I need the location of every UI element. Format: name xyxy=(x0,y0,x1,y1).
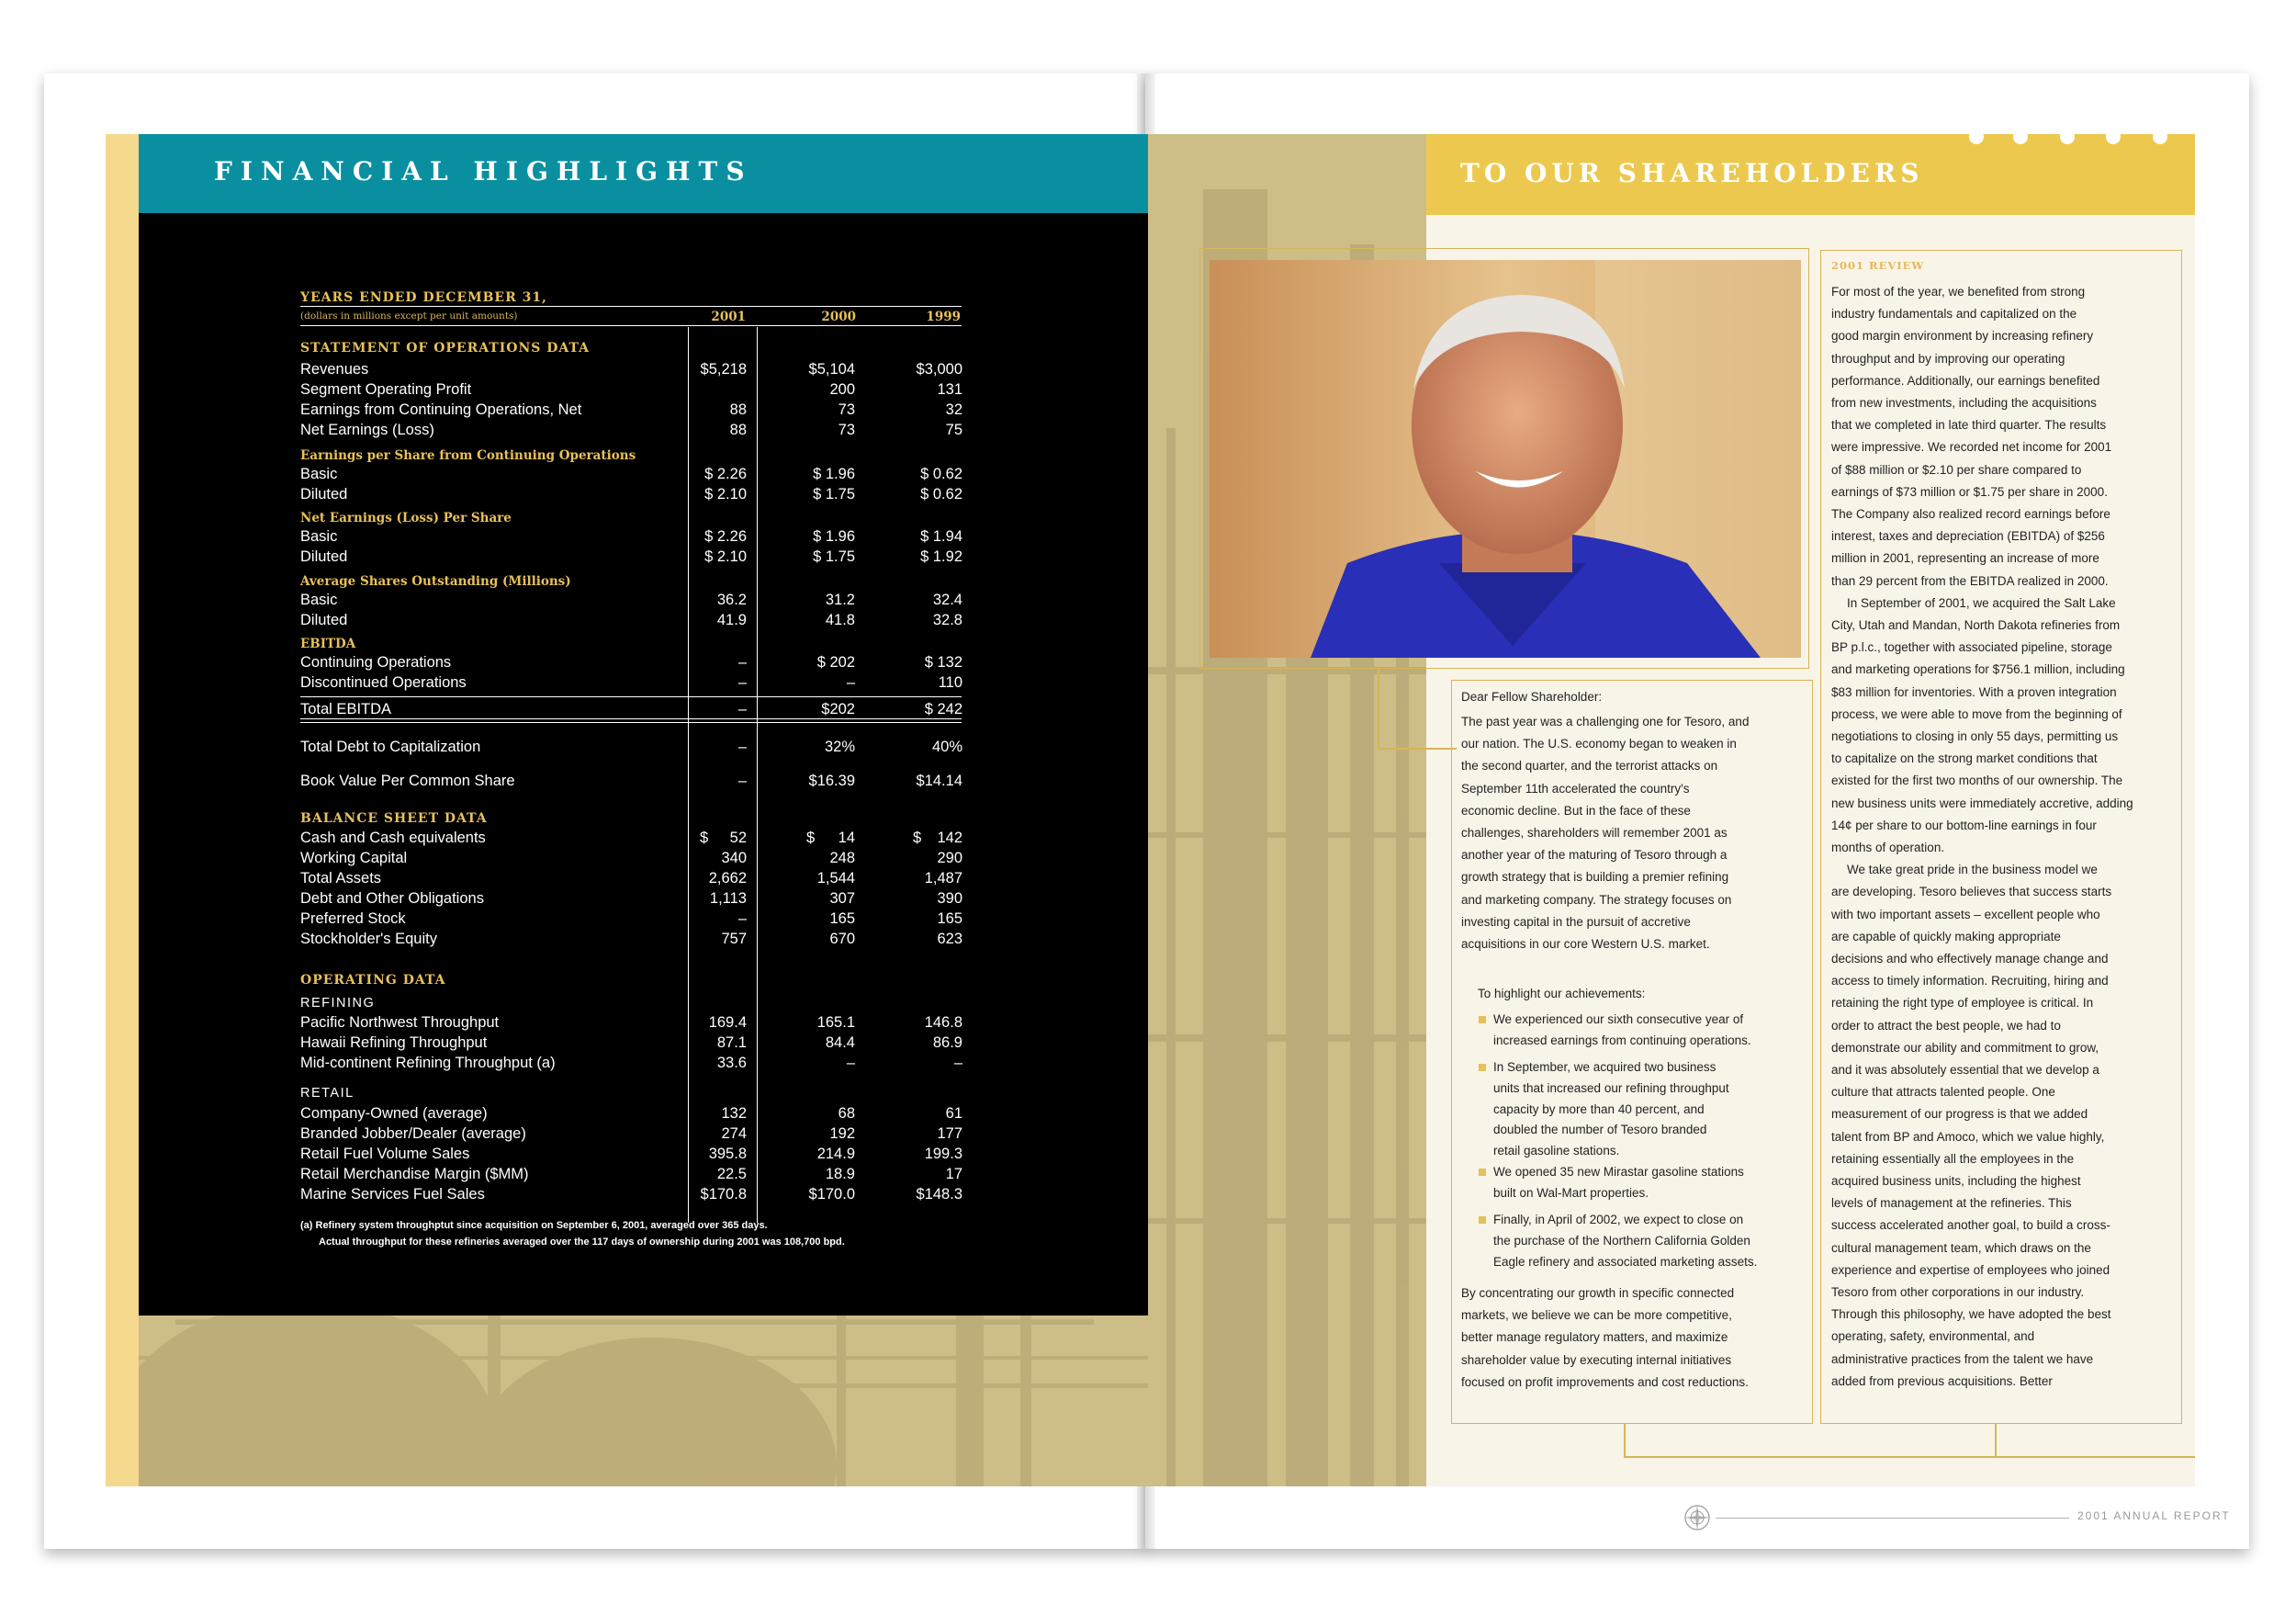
review-line: decisions and who effectively manage change and xyxy=(1831,952,2109,966)
letter-line: another year of the maturing of Tesoro through a xyxy=(1461,848,1728,863)
column-1999: 1999 xyxy=(926,310,961,324)
bullet-icon xyxy=(1479,1064,1486,1071)
review-line: process, we were able to move from the beginning of xyxy=(1831,706,2122,721)
cell-v2000: 14 xyxy=(838,830,855,846)
cell-v2001: $170.8 xyxy=(700,1186,747,1203)
row-label: Stockholder's Equity xyxy=(300,931,437,947)
cell-v2001: 340 xyxy=(721,850,747,866)
bullet-line: increased earnings from continuing operations. xyxy=(1493,1033,1751,1047)
ceo-portrait xyxy=(1210,260,1801,658)
row-label: Diluted xyxy=(300,486,348,503)
cell-v1999: 32 xyxy=(945,401,962,418)
cell-v1999: – xyxy=(953,1055,962,1071)
connector-line xyxy=(1378,669,1379,748)
review-line: The Company also realized record earnings before xyxy=(1831,507,2110,521)
row-label: Company-Owned (average) xyxy=(300,1105,488,1122)
cell-v1999: 146.8 xyxy=(924,1014,962,1031)
cell-v1999: 131 xyxy=(937,381,962,398)
cell-v2001: 169.4 xyxy=(708,1014,747,1031)
review-line: Tesoro from other corporations in our industry. xyxy=(1831,1285,2085,1299)
cell-v2000: $170.0 xyxy=(808,1186,855,1203)
cell-v2000: 73 xyxy=(838,401,855,418)
section-title: Average Shares Outstanding (Millions) xyxy=(300,574,571,589)
review-line: are capable of quickly making appropriate xyxy=(1831,929,2061,943)
cell-v2000: $ 1.96 xyxy=(813,528,855,545)
portrait-illustration xyxy=(1210,260,1801,658)
header-rule xyxy=(300,306,962,307)
review-line: than 29 percent from the EBITDA realized in 2000. xyxy=(1831,573,2109,588)
row-label: Basic xyxy=(300,466,338,482)
row-label: Earnings from Continuing Operations, Net xyxy=(300,401,582,418)
shareholders-title: TO OUR SHAREHOLDERS xyxy=(1460,158,1924,188)
letter-line: economic decline. But in the face of these xyxy=(1461,803,1691,818)
cell-v1999: 110 xyxy=(938,674,962,691)
review-line: with two important assets – excellent people who xyxy=(1831,907,2100,921)
section-title: Net Earnings (Loss) Per Share xyxy=(300,511,512,525)
bullet-line: retail gasoline stations. xyxy=(1493,1144,1620,1158)
cell-v2000: 307 xyxy=(829,890,855,907)
row-label: Retail Merchandise Margin ($MM) xyxy=(300,1166,529,1182)
column-divider-right xyxy=(757,327,758,1223)
cell-v2000: 670 xyxy=(829,931,855,947)
letter-line: better manage regulatory matters, and maximize xyxy=(1461,1330,1728,1345)
header-rule-bottom xyxy=(300,325,962,326)
row-label: Revenues xyxy=(300,361,369,378)
review-line: acquired business units, including the highest xyxy=(1831,1174,2081,1188)
cell-v2000: – xyxy=(846,674,855,691)
row-label: Book Value Per Common Share xyxy=(300,773,515,789)
review-line: to capitalize on the strong market conditions that xyxy=(1831,751,2098,766)
review-line: demonstrate our ability and commitment to grow, xyxy=(1831,1040,2099,1055)
cell-v2000: 248 xyxy=(829,850,855,866)
dollar-sign: $ xyxy=(806,830,816,846)
bullet-line: the purchase of the Northern California Golden xyxy=(1493,1233,1750,1248)
banner-dot xyxy=(1969,130,1984,144)
review-line: cultural management team, which draws on the xyxy=(1831,1240,2091,1255)
row-label: Basic xyxy=(300,592,338,608)
cell-v2001: 274 xyxy=(721,1125,747,1142)
letter-line: investing capital in the pursuit of accretive xyxy=(1461,914,1691,929)
row-label: Retail Fuel Volume Sales xyxy=(300,1146,470,1162)
review-line: months of operation. xyxy=(1831,841,1945,854)
retail-label: RETAIL xyxy=(300,1086,355,1101)
review-line: million in 2001, representing an increase of more xyxy=(1831,551,2099,566)
letter-line: acquisitions in our core Western U.S. market. xyxy=(1461,937,1710,951)
cell-v2000: 41.8 xyxy=(825,612,855,628)
row-label: Diluted xyxy=(300,548,348,565)
cell-v1999: 86.9 xyxy=(932,1034,962,1051)
review-line: experience and expertise of employees who joined xyxy=(1831,1262,2110,1277)
review-line: added from previous acquisitions. Better xyxy=(1831,1373,2053,1388)
cell-v2001: – xyxy=(737,739,747,755)
cell-v2000: 73 xyxy=(838,422,855,438)
row-label: Total EBITDA xyxy=(300,701,392,717)
cell-v2001: $ 2.26 xyxy=(704,528,747,545)
cell-v1999: $14.14 xyxy=(916,773,962,789)
bullet-line: Finally, in April of 2002, we expect to close on xyxy=(1493,1213,1744,1226)
bullet-line: Eagle refinery and associated marketing assets. xyxy=(1493,1254,1758,1269)
connector-line xyxy=(1378,748,1457,750)
banner-dot xyxy=(2013,130,2028,144)
review-line: City, Utah and Mandan, North Dakota refineries from xyxy=(1831,618,2121,632)
review-line: of $88 million or $2.10 per share compared to xyxy=(1831,462,2082,477)
cell-v2001: – xyxy=(737,773,747,789)
letter-line: The past year was a challenging one for Tesoro, and xyxy=(1461,715,1750,728)
letter-line: shareholder value by executing internal initiatives xyxy=(1461,1352,1732,1367)
cell-v2001: 757 xyxy=(721,931,747,947)
bullet-line: capacity by more than 40 percent, and xyxy=(1493,1101,1705,1116)
ebitda-rule xyxy=(300,696,962,697)
dollar-sign: $ xyxy=(700,830,709,846)
review-line: 14¢ per share to our bottom-line earnings in four xyxy=(1831,818,2097,832)
row-label: Net Earnings (Loss) xyxy=(300,422,434,438)
financial-table-panel xyxy=(139,213,1148,1316)
connector-line xyxy=(1995,1424,1997,1457)
units-note: (dollars in millions except per unit amounts) xyxy=(300,311,518,322)
cell-v2001: 88 xyxy=(729,401,747,418)
letter-line: markets, we believe we can be more competitive, xyxy=(1461,1308,1732,1323)
letter-greeting: Dear Fellow Shareholder: xyxy=(1461,690,1603,704)
review-line: operating, safety, environmental, and xyxy=(1831,1329,2035,1344)
letter-line: our nation. The U.S. economy began to weaken in xyxy=(1461,737,1737,751)
cell-v1999: 199.3 xyxy=(924,1146,962,1162)
cell-v1999: 32.4 xyxy=(932,592,962,608)
cell-v2000: 192 xyxy=(829,1125,855,1142)
review-line: good margin environment by increasing refinery xyxy=(1831,329,2094,344)
cell-v2001: 395.8 xyxy=(708,1146,747,1162)
cell-v2001: 132 xyxy=(721,1105,747,1122)
cell-v2000: $ 1.96 xyxy=(813,466,855,482)
cell-v2000: 165 xyxy=(829,910,855,927)
years-heading: YEARS ENDED DECEMBER 31, xyxy=(300,290,547,305)
row-label: Segment Operating Profit xyxy=(300,381,472,398)
cell-v2000: $16.39 xyxy=(808,773,855,789)
cell-v2001: 87.1 xyxy=(716,1034,747,1051)
section-title: STATEMENT OF OPERATIONS DATA xyxy=(300,341,591,356)
review-line: BP p.l.c., together with associated pipeline, storage xyxy=(1831,640,2112,655)
review-line: retaining the right type of employee is critical. In xyxy=(1831,996,2094,1011)
cell-v2000: $5,104 xyxy=(808,361,855,378)
cell-v2001: $ 2.26 xyxy=(704,466,747,482)
review-line: culture that attracts talented people. One xyxy=(1831,1085,2055,1100)
compass-logo-icon xyxy=(1683,1503,1712,1532)
cell-v1999: $ 1.94 xyxy=(920,528,962,545)
footer-report-label: 2001 ANNUAL REPORT xyxy=(2077,1509,2231,1522)
cell-v2000: 84.4 xyxy=(825,1034,855,1051)
cell-v1999: $ 0.62 xyxy=(920,486,962,503)
cell-v1999: $ 1.92 xyxy=(920,548,962,565)
highlight-intro: To highlight our achievements: xyxy=(1478,987,1646,1000)
review-line: success accelerated another goal, to build a cross- xyxy=(1831,1218,2110,1233)
cell-v2001: 36.2 xyxy=(716,592,747,608)
connector-line xyxy=(1624,1456,2195,1458)
bullet-line: doubled the number of Tesoro branded xyxy=(1493,1123,1707,1137)
review-line: are developing. Tesoro believes that success starts xyxy=(1831,885,2112,899)
cell-v2001: 41.9 xyxy=(716,612,747,628)
letter-line: September 11th accelerated the country's xyxy=(1461,781,1690,796)
bullet-line: We experienced our sixth consecutive year of xyxy=(1493,1012,1744,1026)
cell-v1999: 290 xyxy=(937,850,962,866)
section-title: BALANCE SHEET DATA xyxy=(300,811,488,826)
letter-line: the second quarter, and the terrorist attacks on xyxy=(1461,759,1718,774)
cell-v2001: – xyxy=(737,674,747,691)
letter-line: focused on profit improvements and cost reductions. xyxy=(1461,1374,1749,1389)
bullet-line: built on Wal-Mart properties. xyxy=(1493,1185,1649,1200)
review-line: existed for the first two months of our ownership. The xyxy=(1831,774,2123,788)
review-line: interest, taxes and depreciation (EBITDA) of $256 xyxy=(1831,529,2105,544)
cell-v1999: 177 xyxy=(937,1125,962,1142)
connector-line xyxy=(1624,1424,1626,1457)
cell-v2000: $202 xyxy=(821,701,855,717)
cell-v2000: 1,544 xyxy=(816,870,855,887)
cell-v2000: $ 1.75 xyxy=(813,486,855,503)
review-line: access to timely information. Recruiting, hiring and xyxy=(1831,974,2109,988)
column-2001: 2001 xyxy=(711,310,746,324)
row-label: Continuing Operations xyxy=(300,654,452,671)
footnote-1: (a) Refinery system throughptut since acquisition on September 6, 2001, averaged over 365 days. xyxy=(300,1220,768,1231)
banner-dot xyxy=(2153,130,2167,144)
cell-v2000: 165.1 xyxy=(816,1014,855,1031)
row-label: Debt and Other Obligations xyxy=(300,890,484,907)
review-line: In September of 2001, we acquired the Salt Lake xyxy=(1847,595,2116,610)
row-label: Discontinued Operations xyxy=(300,674,467,691)
review-line: retaining essentially all the employees in the xyxy=(1831,1151,2075,1166)
row-label: Marine Services Fuel Sales xyxy=(300,1186,485,1203)
cell-v1999: 623 xyxy=(937,931,962,947)
cell-v2001: – xyxy=(737,910,747,927)
dollar-sign: $ xyxy=(913,830,922,846)
review-line: earnings of $73 million or $1.75 per share in 2000. xyxy=(1831,484,2108,499)
row-label: Preferred Stock xyxy=(300,910,406,927)
column-divider-left xyxy=(688,327,689,1223)
cell-v2000: 18.9 xyxy=(825,1166,855,1182)
bullet-line: units that increased our refining throughput xyxy=(1493,1080,1729,1095)
cell-v2001: – xyxy=(737,701,747,717)
review-line: from new investments, including the acquisitions xyxy=(1831,396,2097,410)
cell-v2000: $ 202 xyxy=(816,654,855,671)
cell-v2001: 2,662 xyxy=(708,870,747,887)
review-line: performance. Additionally, our earnings benefited xyxy=(1831,373,2100,388)
left-accent-stripe xyxy=(106,134,139,1486)
cell-v1999: 142 xyxy=(937,830,962,846)
cell-v1999: 165 xyxy=(937,910,962,927)
review-line: For most of the year, we benefited from strong xyxy=(1831,285,2086,299)
review-line: negotiations to closing in only 55 days, permitting us xyxy=(1831,729,2119,743)
cell-v1999: 1,487 xyxy=(924,870,962,887)
bullet-icon xyxy=(1479,1169,1486,1176)
cell-v2001: $5,218 xyxy=(700,361,747,378)
review-line: were impressive. We recorded net income for 2001 xyxy=(1831,440,2112,455)
review-line: and marketing operations for $756.1 million, including xyxy=(1831,662,2125,677)
bullet-icon xyxy=(1479,1016,1486,1023)
cell-v1999: 75 xyxy=(945,422,962,438)
cell-v1999: $3,000 xyxy=(916,361,962,378)
cell-v2000: 32% xyxy=(824,739,855,755)
review-line: talent from BP and Amoco, which we value highly, xyxy=(1831,1129,2105,1144)
cell-v1999: 390 xyxy=(937,890,962,907)
cell-v2001: $ 2.10 xyxy=(704,486,747,503)
footer-rule xyxy=(1716,1518,2069,1519)
review-line: Through this philosophy, we have adopted the best xyxy=(1831,1307,2111,1322)
section-title: OPERATING DATA xyxy=(300,973,446,988)
row-label: Mid-continent Refining Throughput (a) xyxy=(300,1055,556,1071)
review-line: that we completed in late third quarter. The results xyxy=(1831,418,2107,433)
review-line: industry fundamentals and capitalized on the xyxy=(1831,307,2077,322)
letter-line: By concentrating our growth in specific connected xyxy=(1461,1286,1735,1300)
review-line: throughput and by improving our operating xyxy=(1831,351,2065,366)
row-label: Basic xyxy=(300,528,338,545)
cell-v2000: – xyxy=(846,1055,855,1071)
row-label: Branded Jobber/Dealer (average) xyxy=(300,1125,526,1142)
cell-v2001: – xyxy=(737,654,747,671)
footnote-2: Actual throughput for these refineries averaged over the 117 days of ownership during 2001 was 108,700 bpd. xyxy=(319,1237,845,1248)
bullet-line: We opened 35 new Mirastar gasoline stations xyxy=(1493,1165,1744,1179)
banner-dot xyxy=(2106,130,2121,144)
cell-v2001: 88 xyxy=(729,422,747,438)
review-line: and it was absolutely essential that we develop a xyxy=(1831,1063,2099,1077)
letter-line: and marketing company. The strategy focuses on xyxy=(1461,892,1732,907)
cell-v2001: 1,113 xyxy=(709,890,747,907)
cell-v2000: 68 xyxy=(838,1105,855,1122)
review-line: We take great pride in the business model we xyxy=(1847,863,2098,877)
cell-v2000: 31.2 xyxy=(825,592,855,608)
cell-v1999: 61 xyxy=(945,1105,962,1122)
cell-v1999: $ 132 xyxy=(924,654,962,671)
row-label: Hawaii Refining Throughput xyxy=(300,1034,488,1051)
review-heading: 2001 REVIEW xyxy=(1831,259,1925,272)
row-label: Working Capital xyxy=(300,850,408,866)
cell-v2001: 52 xyxy=(729,830,747,846)
bullet-icon xyxy=(1479,1216,1486,1224)
row-label: Total Debt to Capitalization xyxy=(300,739,481,755)
cell-v2000: $ 1.75 xyxy=(813,548,855,565)
section-title: EBITDA xyxy=(300,637,356,651)
cell-v1999: 32.8 xyxy=(932,612,962,628)
review-line: new business units were immediately accretive, adding xyxy=(1831,796,2133,810)
review-line: levels of management at the refineries. This xyxy=(1831,1196,2072,1211)
row-label: Cash and Cash equivalents xyxy=(300,830,486,846)
cell-v2001: $ 2.10 xyxy=(704,548,747,565)
row-label: Diluted xyxy=(300,612,348,628)
review-line: order to attract the best people, we had to xyxy=(1831,1018,2061,1033)
financial-highlights-title: FINANCIAL HIGHLIGHTS xyxy=(214,156,753,186)
row-label: Pacific Northwest Throughput xyxy=(300,1014,500,1031)
total-rule-2 xyxy=(300,722,962,723)
cell-v1999: $ 242 xyxy=(924,701,962,717)
review-line: $83 million for inventories. With a proven integration xyxy=(1831,684,2117,699)
row-label: Total Assets xyxy=(300,870,382,887)
bullet-line: In September, we acquired two business xyxy=(1493,1060,1716,1074)
total-rule-1 xyxy=(300,718,962,719)
cell-v2000: 200 xyxy=(829,381,855,398)
refining-label: REFINING xyxy=(300,996,376,1011)
cell-v2001: 22.5 xyxy=(716,1166,747,1182)
section-title: Earnings per Share from Continuing Operations xyxy=(300,448,636,463)
letter-line: challenges, shareholders will remember 2001 as xyxy=(1461,826,1728,840)
review-line: measurement of our progress is that we added xyxy=(1831,1107,2088,1122)
letter-line: growth strategy that is building a premier refining xyxy=(1461,870,1729,885)
cell-v1999: $148.3 xyxy=(916,1186,962,1203)
banner-dot xyxy=(2060,130,2075,144)
cell-v1999: $ 0.62 xyxy=(920,466,962,482)
cell-v2001: 33.6 xyxy=(716,1055,747,1071)
column-2000: 2000 xyxy=(821,310,856,324)
cell-v1999: 17 xyxy=(945,1166,962,1182)
review-line: administrative practices from the talent we have xyxy=(1831,1351,2094,1366)
cell-v2000: 214.9 xyxy=(816,1146,855,1162)
cell-v1999: 40% xyxy=(931,739,962,755)
